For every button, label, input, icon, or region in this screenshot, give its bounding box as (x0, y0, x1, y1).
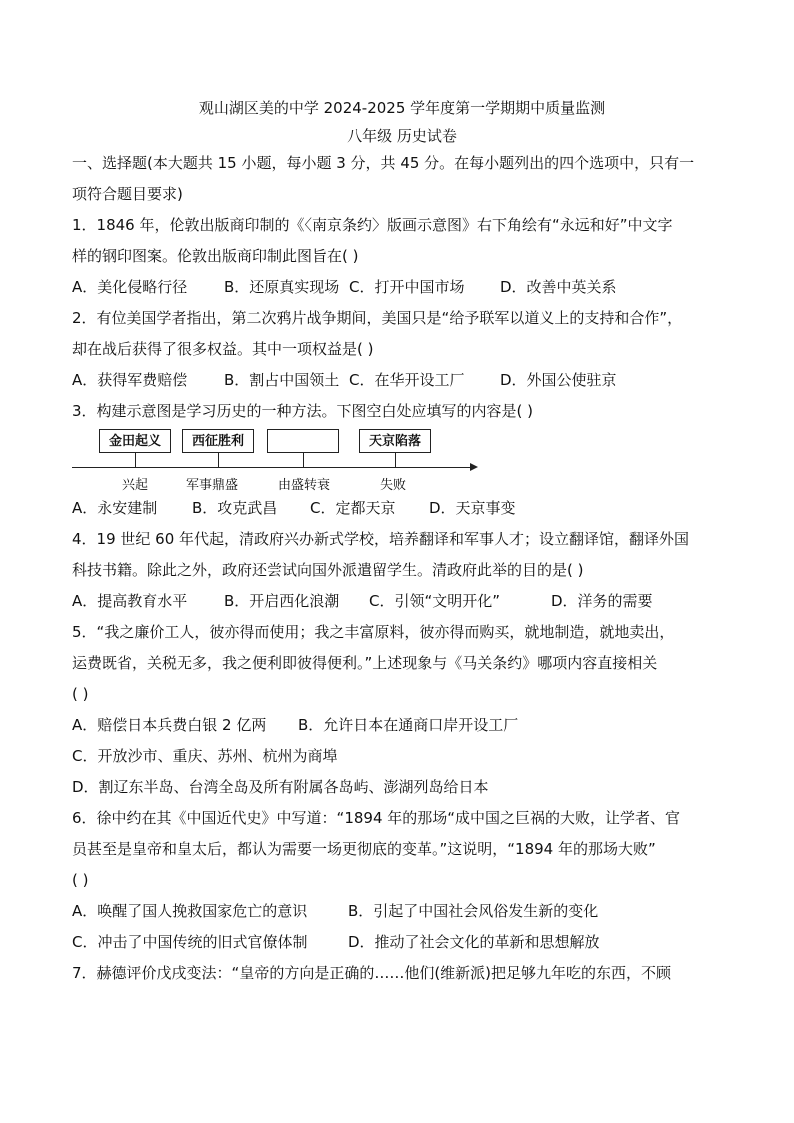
q3-option-c[interactable]: C．定都天京 (310, 499, 396, 517)
q6-options-cd (72, 932, 600, 952)
q2-stem-line1: 2．有位美国学者指出，第二次鸦片战争期间，美国只是“给予联军以道义上的支持和合作”， (72, 309, 683, 327)
exam-subtitle: 八年级 历史试卷 (347, 127, 457, 145)
timeline-box-tianjing-fall: 天京陷落 (359, 429, 431, 453)
q4-option-d[interactable]: D．洋务的需要 (551, 592, 653, 610)
q4-options (72, 591, 653, 611)
timeline-tick-1 (135, 453, 136, 467)
q3-option-b[interactable]: B．攻克武昌 (192, 499, 278, 517)
q2-option-b[interactable]: B．割占中国领土 (224, 371, 340, 389)
q4-stem-line2: 科技书籍。除此之外，政府还尝试向国外派遣留学生。清政府此举的目的是( ) (72, 561, 584, 579)
q6-option-a[interactable]: A．唤醒了国人挽救国家危亡的意识 (72, 902, 308, 920)
q3-timeline-diagram (72, 427, 492, 493)
exam-title: 观山湖区美的中学 2024-2025 学年度第一学期期中质量监测 (198, 99, 606, 117)
q5-option-a[interactable]: A．赔偿日本兵费白银 2 亿两 (72, 716, 267, 734)
q5-option-d[interactable]: D．割辽东半岛、台湾全岛及所有附属各岛屿、澎湖列岛给日本 (72, 778, 489, 796)
section-intro-line1: 一、选择题(本大题共 15 小题，每小题 3 分，共 45 分。在每小题列出的四个选项中，只有一 (72, 154, 695, 172)
q1-option-a[interactable]: A．美化侵略行径 (72, 278, 188, 296)
q1-options (72, 277, 617, 297)
q4-option-b[interactable]: B．开启西化浪潮 (224, 592, 340, 610)
timeline-label-peak: 军事鼎盛 (186, 478, 239, 493)
q3-option-a[interactable]: A．永安建制 (72, 499, 158, 517)
q3-option-d[interactable]: D．天京事变 (429, 499, 516, 517)
q5-stem-line2: 运费既省，关税无多，我之便利即彼得便利。”上述现象与《马关条约》哪项内容直接相关 (72, 654, 658, 672)
q6-option-c[interactable]: C．冲击了中国传统的旧式官僚体制 (72, 933, 308, 951)
section-intro-line2: 项符合题目要求) (72, 185, 183, 203)
q6-option-d[interactable]: D．推动了社会文化的革新和思想解放 (348, 933, 600, 951)
timeline-label-failure: 失败 (380, 478, 407, 493)
q1-stem-line2: 样的钢印图案。伦敦出版商印制此图旨在( ) (72, 247, 359, 265)
q5-options-ab (72, 715, 518, 735)
timeline-label-rise: 兴起 (122, 478, 149, 493)
q6-stem-line2: 员甚至是皇帝和皇太后，都认为需要一场更彻底的变革。”这说明，“1894 年的那场大败” (72, 840, 656, 858)
timeline-tick-4 (395, 453, 396, 467)
timeline-label-decline: 由盛转衰 (278, 478, 331, 493)
q6-option-b[interactable]: B．引起了中国社会风俗发生新的变化 (348, 902, 599, 920)
q5-answer-blank: ( ) (72, 685, 89, 703)
timeline-box-western-expedition: 西征胜利 (182, 429, 254, 453)
q7-stem-line1: 7．赫德评价戊戌变法：“皇帝的方向是正确的……他们(维新派)把足够九年吃的东西，不顾 (72, 964, 672, 982)
q6-answer-blank: ( ) (72, 871, 89, 889)
q5-option-c[interactable]: C．开放沙市、重庆、苏州、杭州为商埠 (72, 747, 338, 765)
q1-option-c[interactable]: C．打开中国市场 (349, 278, 465, 296)
q2-stem-line2: 却在战后获得了很多权益。其中一项权益是( ) (72, 340, 374, 358)
q2-options (72, 370, 617, 390)
timeline-tick-2 (218, 453, 219, 467)
q2-option-a[interactable]: A．获得军费赔偿 (72, 371, 188, 389)
q3-options (72, 498, 516, 518)
q6-stem-line1: 6．徐中约在其《中国近代史》中写道：“1894 年的那场“成中国之巨祸的大败，让学者、官 (72, 809, 681, 827)
q2-option-d[interactable]: D．外国公使驻京 (500, 371, 617, 389)
timeline-tick-3 (303, 453, 304, 467)
q3-stem-line1: 3．构建示意图是学习历史的一种方法。下图空白处应填写的内容是( ) (72, 402, 534, 420)
timeline-arrow-icon (470, 463, 478, 471)
q1-option-b[interactable]: B．还原真实现场 (224, 278, 340, 296)
q2-option-c[interactable]: C．在华开设工厂 (349, 371, 465, 389)
q4-stem-line1: 4．19 世纪 60 年代起，清政府兴办新式学校，培养翻译和军事人才；设立翻译馆，翻译外国 (72, 530, 690, 548)
timeline-axis (72, 467, 472, 468)
timeline-box-blank (267, 429, 339, 453)
q4-option-a[interactable]: A．提高教育水平 (72, 592, 188, 610)
q6-options-ab (72, 901, 598, 921)
timeline-box-jintian-uprising: 金田起义 (99, 429, 171, 453)
q5-stem-line1: 5．“我之廉价工人，彼亦得而使用；我之丰富原料，彼亦得而购买，就地制造，就地卖出， (72, 623, 675, 641)
q1-stem-line1: 1．1846 年，伦敦出版商印制的《〈南京条约〉版画示意图》右下角绘有“永远和好”中文字 (72, 216, 673, 234)
q5-option-b[interactable]: B．允许日本在通商口岸开设工厂 (298, 716, 519, 734)
q1-option-d[interactable]: D．改善中英关系 (500, 278, 617, 296)
q4-option-c[interactable]: C．引领“文明开化” (369, 592, 501, 610)
exam-page (72, 98, 732, 989)
